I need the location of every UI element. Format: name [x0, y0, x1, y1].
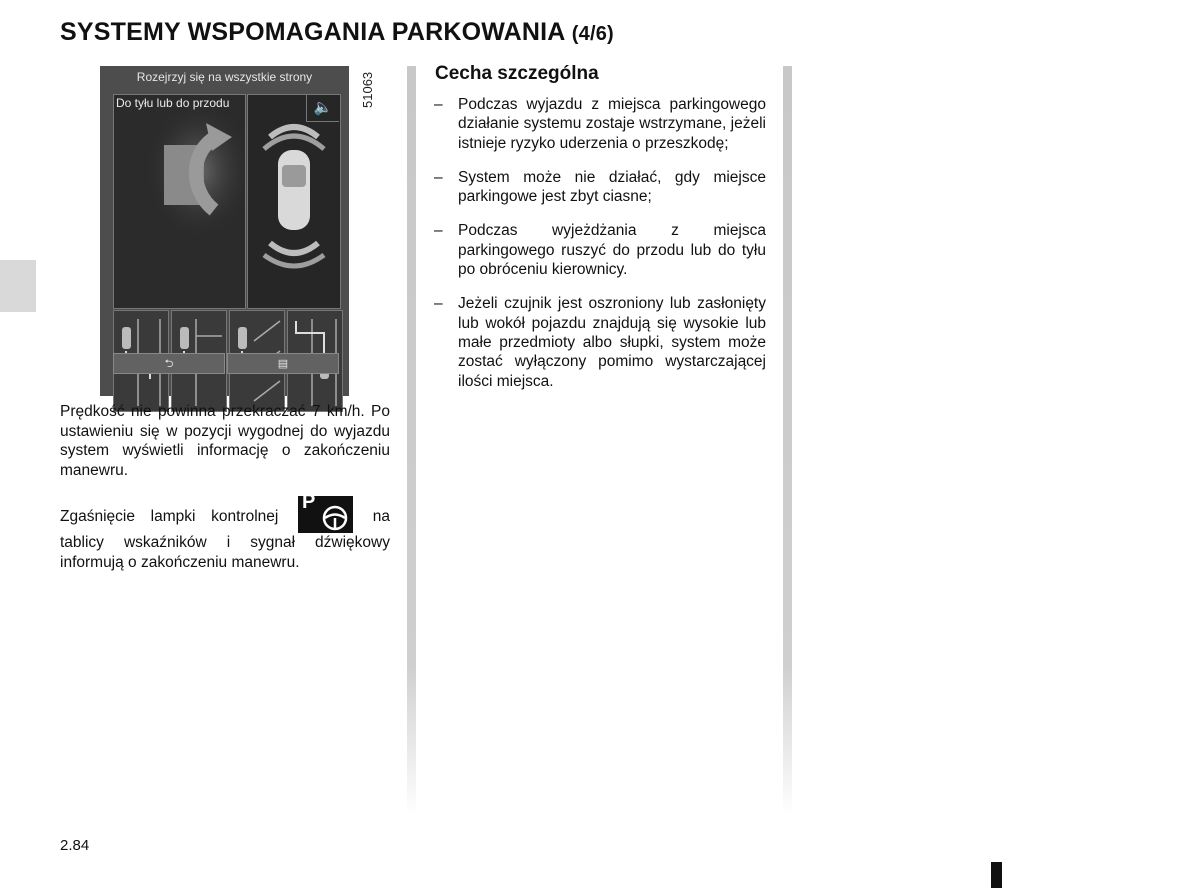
car-sensors-illustration	[248, 95, 340, 308]
mode-car	[180, 327, 189, 349]
feature-list	[434, 95, 766, 406]
list-item	[434, 294, 766, 390]
paragraph-speed: Prędkość nie powinna przekraczać 7 km/h. Po ustawieniu się w pozycji wygodnej do wyjazdu system wyświetli informację o zakończeniu manewru.	[60, 403, 390, 479]
speaker-icon: 🔈	[313, 99, 333, 116]
list-item	[434, 168, 766, 207]
manoeuvre-illustration	[114, 95, 245, 308]
page-edge-mark	[991, 862, 1002, 888]
list-item-text: Podczas wyjazdu z miejsca parkingowego działanie systemu zostaje wstrzymane, jeżeli istnieje ryzyko uderzenia o przeszkodę;	[458, 96, 766, 152]
mode-line	[254, 381, 280, 401]
list-dash: –	[434, 96, 443, 113]
figure-code: 51063	[360, 71, 375, 108]
paragraph-indicator	[60, 491, 390, 572]
list-dash: –	[434, 168, 443, 186]
view-label: Do tyłu lub do przodu	[116, 96, 230, 110]
screen-header: Rozejrzyj się na wszystkie strony	[136, 70, 313, 84]
list-item	[434, 95, 766, 153]
list-dash: –	[434, 222, 443, 240]
list-item-text: Jeżeli czujnik jest oszroniony lub zasłonięty lub wokół pojazdu znajdują się wysokie lub małe przedmioty albo słupki, system może zostać wyłączony pomimo wystarczającej ilości miejsca.	[458, 295, 766, 390]
back-button[interactable]	[113, 353, 225, 374]
menu-icon: ▤	[277, 358, 289, 370]
menu-button[interactable]	[227, 353, 339, 374]
paragraph-indicator-after: na tablicy wskaźników i sygnał dźwiękowy informują o zakończeniu manewru.	[60, 508, 390, 571]
chapter-tab	[0, 260, 36, 312]
page-title	[60, 18, 614, 47]
manoeuvre-view	[113, 94, 246, 309]
list-item	[434, 221, 766, 279]
car-top-view	[278, 150, 310, 230]
indicator-letter: P	[302, 491, 316, 513]
list-dash: –	[434, 295, 443, 313]
mode-car	[122, 327, 131, 349]
rear-sensor-arc-2	[264, 255, 324, 266]
parking-screen-figure	[100, 66, 349, 396]
screen-bottom-bar	[113, 353, 339, 374]
mode-car	[238, 327, 247, 349]
mode-path	[296, 321, 324, 355]
section-heading: Cecha szczególna	[435, 63, 599, 84]
sensor-view	[247, 94, 341, 309]
car-windshield	[282, 165, 306, 187]
page-number: 2.84	[60, 837, 90, 854]
sound-button[interactable]	[306, 95, 339, 122]
parking-steering-warning-icon	[298, 491, 353, 533]
left-column	[60, 402, 390, 588]
page-title-text: SYSTEMY WSPOMAGANIA PARKOWANIA	[60, 18, 565, 46]
mode-line	[254, 321, 280, 341]
list-item-text: System może nie działać, gdy miejsce parkingowe jest zbyt ciasne;	[458, 168, 766, 206]
page-title-part: (4/6)	[571, 23, 614, 45]
column-divider-left	[407, 66, 416, 816]
back-arrow-icon: ⮌	[164, 358, 174, 370]
paragraph-indicator-before: Zgaśnięcie lampki kontrolnej	[60, 508, 279, 525]
list-item-text: Podczas wyjeżdżania z miejsca parkingowego ruszyć do przodu lub do tyłu po obróceniu kierownicy.	[458, 222, 766, 279]
column-divider-right	[783, 66, 792, 816]
rear-sensor-arc	[270, 243, 318, 253]
